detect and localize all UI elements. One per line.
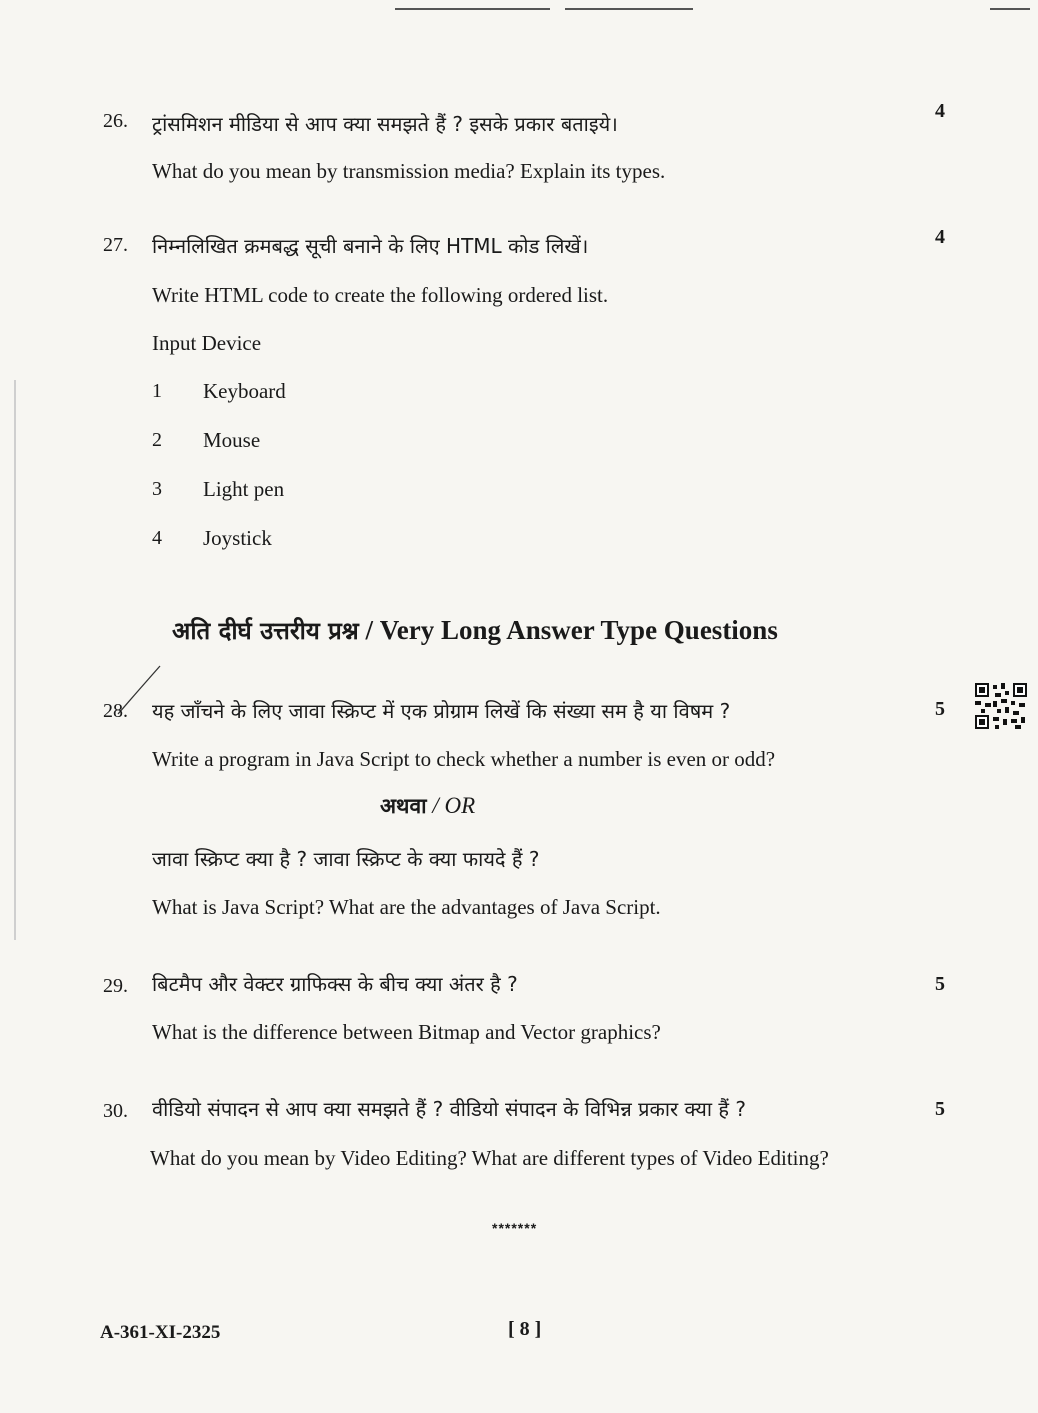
question-marks: 5 [935, 1098, 945, 1120]
alternate-question-hindi: जावा स्क्रिप्ट क्या है ? जावा स्क्रिप्ट के क्या फायदे हैं ? [152, 847, 540, 871]
question-hindi: बिटमैप और वेक्टर ग्राफिक्स के बीच क्या अंतर है ? [152, 972, 518, 996]
question-english: What do you mean by transmission media? Explain its types. [152, 159, 666, 183]
list-item-number: 3 [152, 478, 162, 500]
or-english: / OR [426, 793, 476, 818]
list-item-number: 2 [152, 429, 162, 451]
end-marker: ******* [492, 1220, 538, 1236]
page-number: [ 8 ] [508, 1318, 542, 1340]
list-item-number: 1 [152, 380, 162, 402]
section-title-hindi: अति दीर्घ उत्तरीय प्रश्न [172, 617, 359, 645]
top-rule [990, 8, 1030, 10]
alternate-question-english: What is Java Script? What are the advantages of Java Script. [152, 895, 661, 919]
question-hindi: ट्रांसमिशन मीडिया से आप क्या समझते हैं ? इसके प्रकार बताइये। [152, 112, 618, 136]
question-marks: 4 [935, 100, 945, 122]
question-number: 29. [103, 975, 128, 997]
list-item-number: 4 [152, 527, 162, 549]
qr-code-icon [975, 683, 1027, 729]
section-title [172, 614, 778, 647]
question-marks: 4 [935, 226, 945, 248]
question-hindi: निम्नलिखित क्रमबद्ध सूची बनाने के लिए HTML कोड लिखें। [152, 234, 589, 258]
question-number: 27. [103, 234, 128, 256]
scan-margin-line [14, 380, 16, 940]
question-marks: 5 [935, 698, 945, 720]
question-english: What is the difference between Bitmap and Vector graphics? [152, 1020, 661, 1044]
section-title-english: / Very Long Answer Type Questions [358, 615, 778, 645]
question-number: 28. [103, 700, 128, 722]
list-title: Input Device [152, 331, 262, 355]
top-rule [565, 8, 693, 10]
question-marks: 5 [935, 973, 945, 995]
list-item: Keyboard [203, 379, 286, 403]
list-item: Light pen [203, 477, 285, 501]
list-item: Mouse [203, 428, 261, 452]
top-rule [395, 8, 550, 10]
or-hindi: अथवा [380, 794, 427, 818]
paper-code: A-361-XI-2325 [100, 1322, 221, 1343]
question-hindi: वीडियो संपादन से आप क्या समझते हैं ? वीडियो संपादन के विभिन्न प्रकार क्या हैं ? [152, 1097, 746, 1121]
question-hindi: यह जाँचने के लिए जावा स्क्रिप्ट में एक प्रोग्राम लिखें कि संख्या सम है या विषम ? [152, 699, 731, 723]
question-english: Write HTML code to create the following ordered list. [152, 283, 609, 307]
or-separator [380, 792, 475, 820]
question-number: 26. [103, 110, 128, 132]
list-item: Joystick [203, 526, 272, 550]
question-english: Write a program in Java Script to check whether a number is even or odd? [152, 747, 776, 771]
question-number: 30. [103, 1100, 128, 1122]
question-english: What do you mean by Video Editing? What are different types of Video Editing? [150, 1146, 829, 1170]
